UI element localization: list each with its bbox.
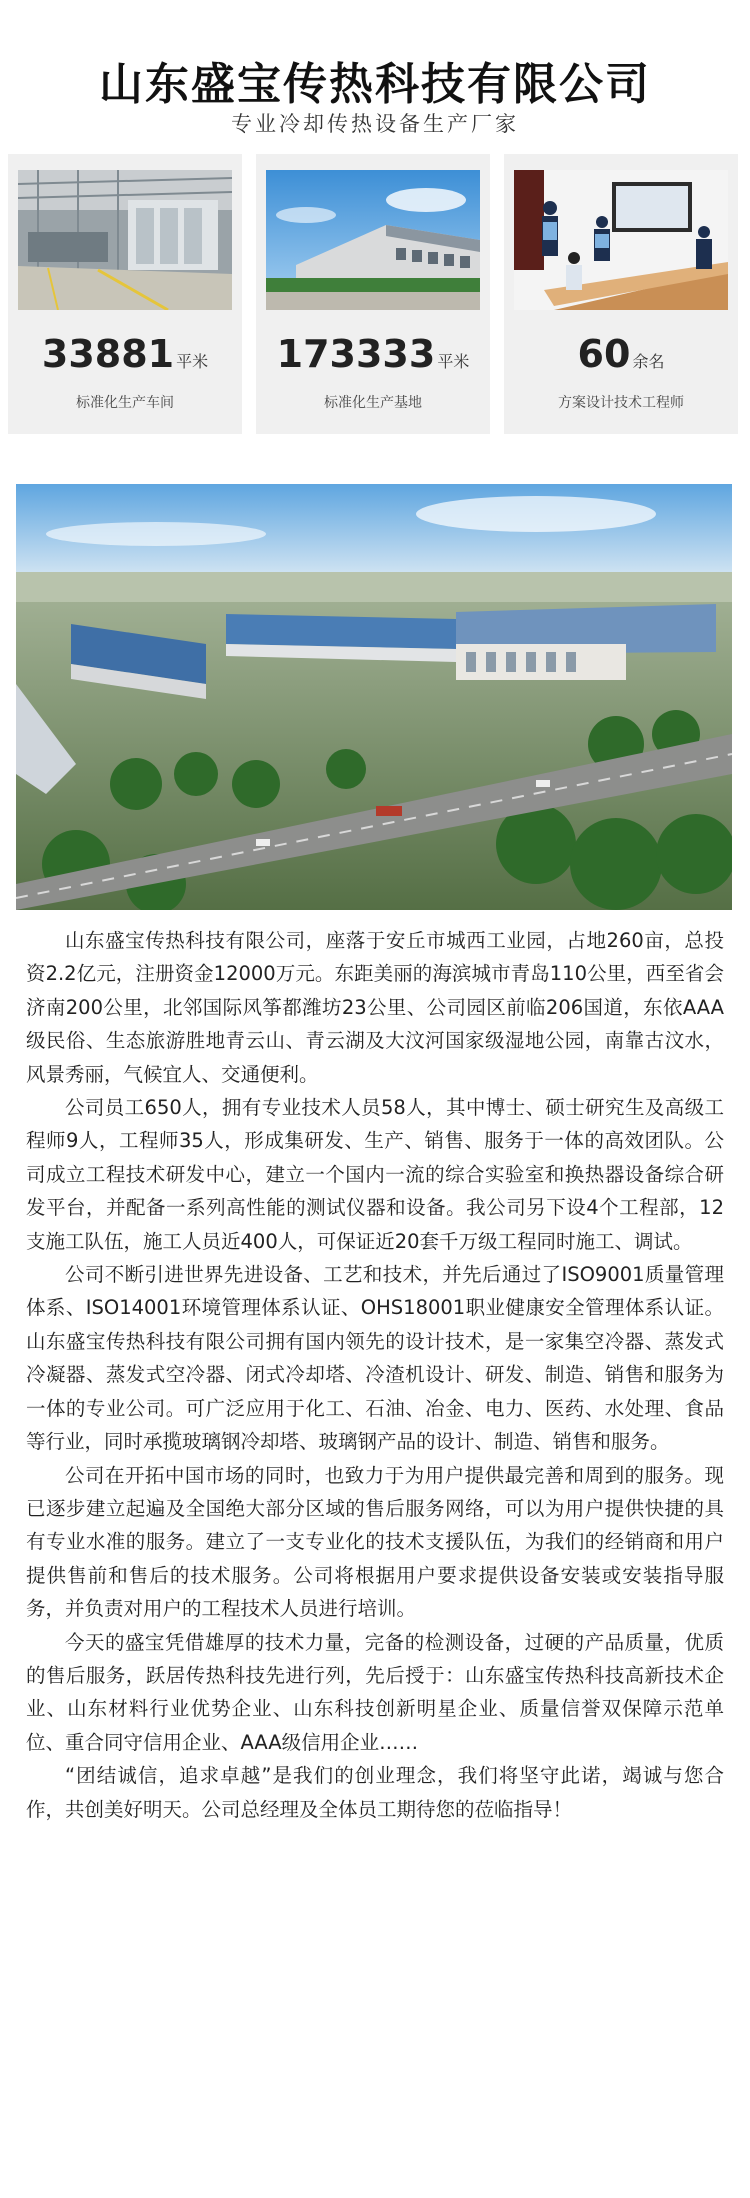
stat-unit: 平米	[437, 352, 470, 371]
stat-unit: 平米	[176, 352, 209, 371]
stat-label: 标准化生产基地	[324, 395, 422, 411]
stats-row	[8, 154, 742, 434]
engineers-meeting-photo	[514, 170, 728, 310]
intro-paragraph: 公司员工650人，拥有专业技术人员58人，其中博士、硕士研究生及高级工程师9人，工程师35人，形成集研发、生产、销售、服务于一体的高效团队。公司成立工程技术研发中心，建立一个国内一流的综合实验室和换热器设备综合研发平台，并配备一系列高性能的测试仪器和设备。我公司另下设4个工程部，12支施工队伍，施工人员近400人，可保证近20套千万级工程同时施工、调试。	[26, 1096, 724, 1253]
stat-label: 标准化生产车间	[76, 395, 174, 411]
intro-paragraph: 公司不断引进世界先进设备、工艺和技术，并先后通过了ISO9001质量管理体系、ISO14001环境管理体系认证、OHS18001职业健康安全管理体系认证。山东盛宝传热科技有限公司拥有国内领先的设计技术，是一家集空冷器、蒸发式冷凝器、蒸发式空冷器、闭式冷却塔、冷渣机设计、研发、制造、销售和服务为一体的专业公司。可广泛应用于化工、石油、冶金、电力、医药、水处理、食品等行业，同时承揽玻璃钢冷却塔、玻璃钢产品的设计、制造、销售和服务。	[26, 1263, 724, 1454]
stat-card-base	[256, 154, 490, 434]
intro-paragraph: 今天的盛宝凭借雄厚的技术力量，完备的检测设备，过硬的产品质量，优质的售后服务，跃居传热科技先进行列，先后授于：山东盛宝传热科技高新技术企业、山东材料行业优势企业、山东科技创新明星企业、质量信誉双保障示范单位、重合同守信用企业、AAA级信用企业……	[26, 1630, 724, 1754]
intro-paragraph: “团结诚信，追求卓越”是我们的创业理念，我们将坚守此诺，竭诚与您合作，共创美好明天。公司总经理及全体员工期待您的莅临指导！	[26, 1764, 724, 1821]
stat-label: 方案设计技术工程师	[558, 395, 684, 411]
stat-value-line	[504, 332, 738, 376]
stat-number: 173333	[276, 332, 436, 376]
company-introduction	[26, 924, 724, 1826]
stat-number: 33881	[41, 332, 175, 376]
stat-card-engineers	[504, 154, 738, 434]
stat-card-workshop	[8, 154, 242, 434]
stat-value-line	[256, 332, 490, 376]
stat-value-line	[8, 332, 242, 376]
stat-unit: 余名	[632, 352, 665, 371]
intro-paragraph: 山东盛宝传热科技有限公司，座落于安丘市城西工业园，占地260亩，总投资2.2亿元，注册资金12000万元。东距美丽的海滨城市青岛110公里，西至省会济南200公里，北邻国际风筝都潍坊23公里、公司园区前临206国道，东依AAA级民俗、生态旅游胜地青云山、青云湖及大汶河国家级湿地公园，南靠古汶水，风景秀丽，气候宜人、交通便利。	[26, 929, 724, 1086]
intro-paragraph: 公司在开拓中国市场的同时，也致力于为用户提供最完善和周到的服务。现已逐步建立起遍及全国绝大部分区域的售后服务网络，可以为用户提供快捷的具有专业水准的服务。建立了一支专业化的技术支援队伍，为我们的经销商和用户提供售前和售后的技术服务。公司将根据用户要求提供设备安装或安装指导服务，并负责对用户的工程技术人员进行培训。	[26, 1463, 724, 1621]
company-subtitle: 专业冷却传热设备生产厂家	[231, 112, 519, 136]
stat-number: 60	[577, 332, 631, 376]
production-base-photo	[266, 170, 480, 310]
factory-aerial-view-photo	[16, 484, 732, 910]
factory-workshop-photo	[18, 170, 232, 310]
company-title: 山东盛宝传热科技有限公司	[99, 59, 651, 110]
